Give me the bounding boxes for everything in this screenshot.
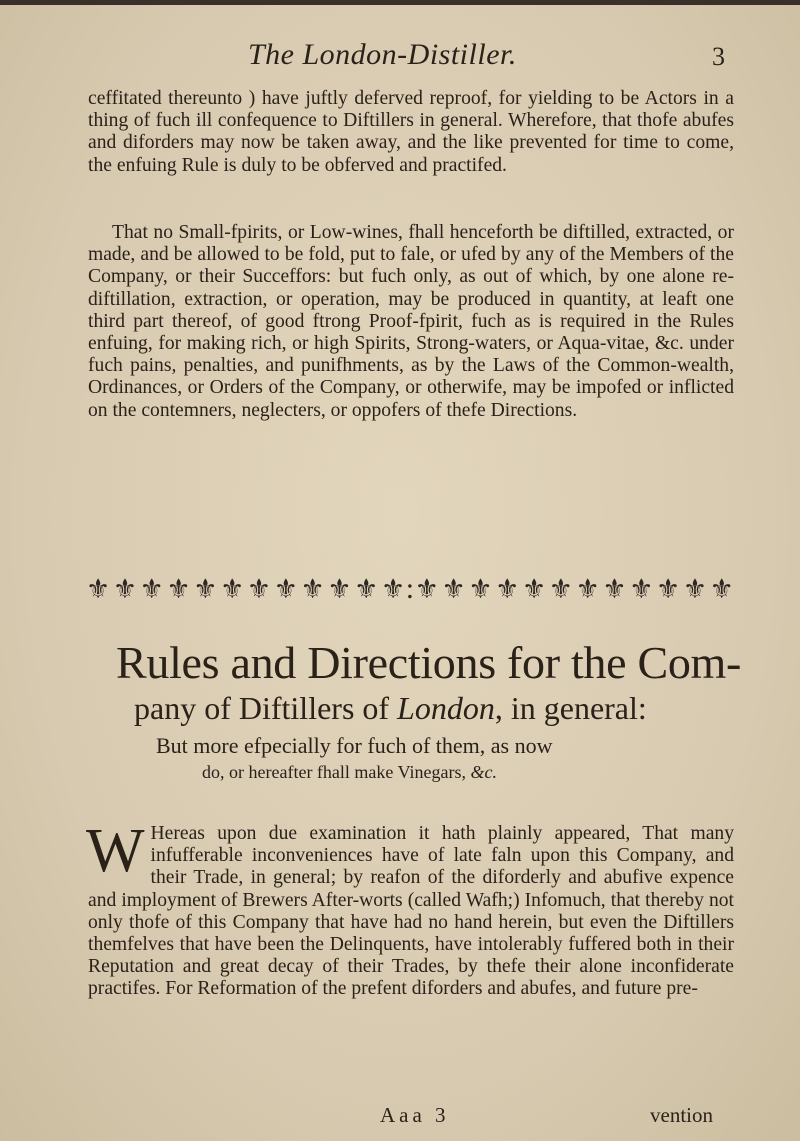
fleuron-icon: ⚜	[414, 573, 439, 605]
drop-cap: W	[86, 817, 145, 885]
running-title: The London-Distiller.	[248, 38, 517, 71]
section-heading: Rules and Directions for the Com-	[116, 637, 742, 688]
fleuron-icon: ⚜	[521, 573, 547, 605]
top-border-rule	[0, 0, 800, 5]
section-heading-line-2	[134, 690, 647, 727]
fleuron-icon: ⚜	[575, 573, 600, 605]
fleuron-icon: ⚜	[86, 573, 111, 605]
rule-paragraph	[88, 222, 734, 422]
fleuron-icon: ⚜	[468, 573, 493, 605]
catchword: vention	[650, 1103, 713, 1127]
page-number: 3	[712, 42, 725, 71]
fleuron-icon: ⚜	[273, 573, 298, 605]
fleuron-icon: ⚜	[441, 573, 466, 605]
fleuron-icon: ⚜	[380, 573, 406, 605]
section-subheading-line-2	[202, 762, 497, 783]
fleuron-icon: ⚜	[166, 573, 191, 605]
heading-text: , in general:	[494, 690, 647, 726]
paragraph	[86, 817, 734, 1001]
fleuron-icon: ⚜	[629, 573, 654, 605]
fleuron-icon: ⚜	[602, 573, 627, 605]
fleuron-icon: ⚜	[193, 573, 218, 605]
fleuron-icon: ⚜	[220, 573, 245, 605]
fleuron-icon: ⚜	[327, 573, 352, 605]
heading-italic-text: London	[397, 690, 495, 726]
section-subheading: But more efpecially for fuch of them, as now	[156, 733, 553, 758]
heading-text: pany of Diftillers of	[134, 690, 398, 726]
paragraph: ceffitated thereunto ) have juftly deferved reproof, for yielding to be Actors in a thing of fuch ill confequence to Diftillers in general. Wherefore, that thofe abufes and diforders may now be taken away, and the like prevented for time to come, the enfuing Rule is duly to be obferved and practifed.	[88, 88, 734, 176]
fleuron-icon: ⚜	[246, 573, 272, 605]
running-head	[0, 38, 800, 78]
signature-mark: Aaa 3	[380, 1103, 450, 1127]
page-footer	[0, 1103, 800, 1133]
continuation-paragraph	[88, 88, 734, 177]
ornament-colon-icon: :	[405, 572, 415, 605]
whereas-paragraph	[86, 817, 734, 1001]
fleuron-icon: ⚜	[354, 573, 379, 605]
fleuron-icon: ⚜	[112, 573, 138, 605]
paragraph-text: Hereas upon due examination it hath plainly appeared, That many infufferable inconveniences have of late faln upon this Company, and their Trade, in general; by reafon of the diforderly and abufive expence and imployment of Brewers After-worts (called Wafh;) Infomuch, that thereby not only thofe of this Company that have had no hand herein, but even the Diftillers themfelves that have been the Delinquents, have intolerably fuffered both in their Reputation and great decay of their Trades, by thefe their alone inconfiderate practifes. For Reformation of the prefent diforders and abufes, and future pre-	[88, 823, 734, 1000]
fleuron-icon: ⚜	[300, 573, 325, 605]
fleuron-icon: ⚜	[495, 573, 520, 605]
subheading-italic-text: &c.	[470, 762, 497, 782]
fleuron-icon: ⚜	[709, 573, 734, 605]
paragraph: That no Small-fpirits, or Low-wines, fhall henceforth be diftilled, extracted, or made, and be allowed to be fold, put to fale, or ufed by any of the Members of the Company, or their Succeffors: but fuch only, as out of which, by one alone re-diftillation, extraction, or operation, may be produced in quantity, at leaft one third part thereof, of good ftrong Proof-fpirit, fuch as is required in the Rules enfuing, for making rich, or high Spirits, Strong-waters, or Aqua-vitae, &c. under fuch pains, penalties, and punifhments, as by the Laws of the Common-wealth, Ordinances, or Orders of the Company, or otherwife, may be impofed or inflicted on the contemners, neglecters, or oppofers of thefe Directions.	[88, 222, 734, 421]
decorative-ornament-band	[86, 566, 734, 612]
subheading-text: do, or hereafter fhall make Vinegars,	[202, 762, 471, 782]
fleuron-icon: ⚜	[682, 573, 708, 605]
fleuron-icon: ⚜	[548, 573, 573, 605]
fleuron-icon: ⚜	[139, 573, 164, 605]
fleuron-icon: ⚜	[656, 573, 681, 605]
